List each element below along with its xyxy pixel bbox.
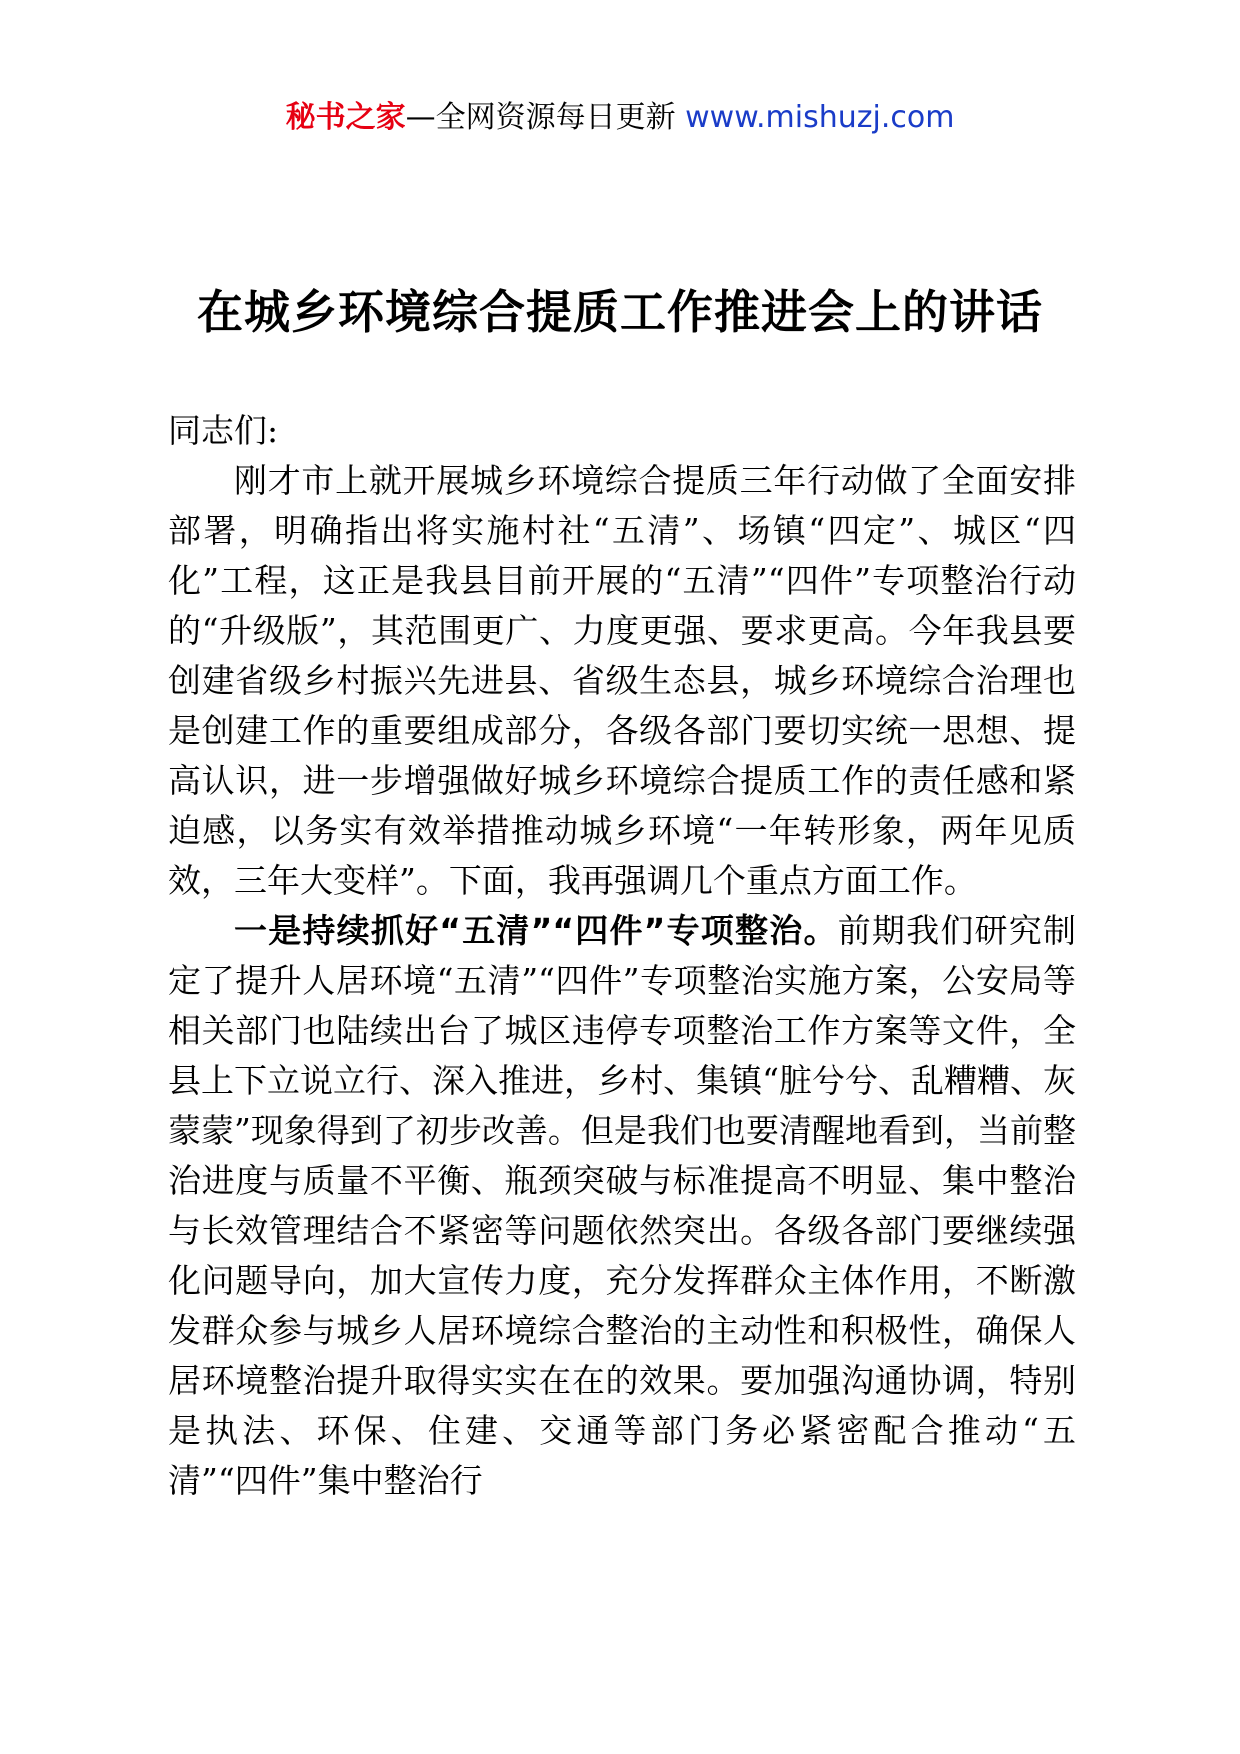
paragraph-lead-heading: 一是持续抓好“五清”“四件”专项整治。 xyxy=(234,911,838,950)
paragraph-first-point-text: 前期我们研究制定了提升人居环境“五清”“四件”专项整治实施方案，公安局等相关部门也陆续出台了城区违停专项整治工作方案等文件，全县上下立说立行、深入推进，乡村、集镇“脏兮兮、乱糟糟、灰蒙蒙”现象得到了初步改善。但是我们也要清醒地看到，当前整治进度与质量不平衡、瓶颈突破与标准提高不明显、集中整治与长效管理结合不紧密等问题依然突出。各级各部门要继续强化问题导向，加大宣传力度，充分发挥群众主体作用，不断激发群众参与城乡人居环境综合整治的主动性和积极性，确保人居环境整治提升取得实实在在的效果。要加强沟通协调，特别是执法、环保、住建、交通等部门务必紧密配合推动“五清”“四件”集中整治行 xyxy=(168,911,1076,1500)
site-tagline: —全网资源每日更新 xyxy=(405,100,676,135)
salutation: 同志们: xyxy=(168,411,279,450)
site-header xyxy=(0,98,1240,138)
site-brand: 秘书之家 xyxy=(285,100,406,135)
paragraph-first-point xyxy=(168,906,1076,1506)
document-body xyxy=(168,406,1076,1506)
document-title: 在城乡环境综合提质工作推进会上的讲话 xyxy=(197,285,1043,339)
site-url-link[interactable]: www.mishuzj.com xyxy=(685,100,955,135)
paragraph-intro: 刚才市上就开展城乡环境综合提质三年行动做了全面安排部署，明确指出将实施村社“五清”、场镇“四定”、城区“四化”工程，这正是我县目前开展的“五清”“四件”专项整治行动的“升级版”，其范围更广、力度更强、要求更高。今年我县要创建省级乡村振兴先进县、省级生态县，城乡环境综合治理也是创建工作的重要组成部分，各级各部门要切实统一思想、提高认识，进一步增强做好城乡环境综合提质工作的责任感和紧迫感，以务实有效举措推动城乡环境“一年转形象，两年见质效，三年大变样”。下面，我再强调几个重点方面工作。 xyxy=(168,461,1076,900)
